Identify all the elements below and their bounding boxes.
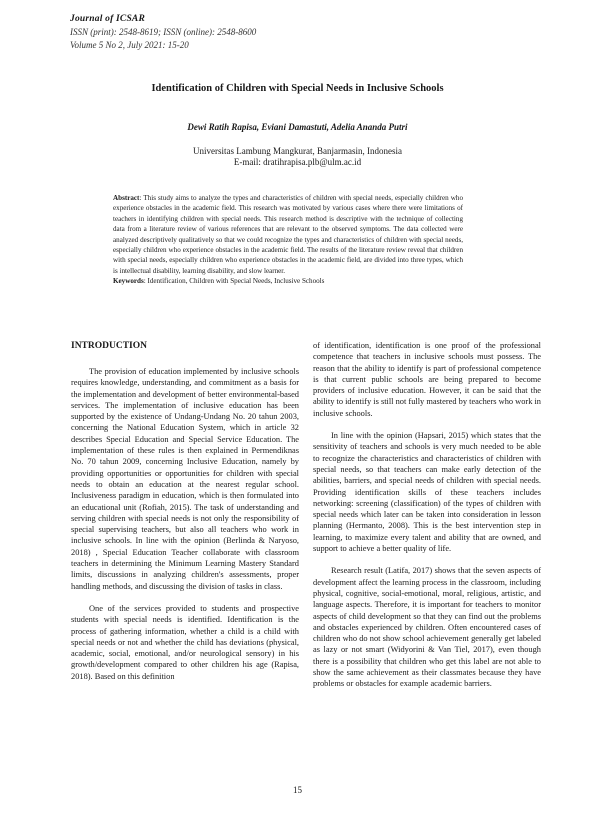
body-paragraph: The provision of education implemented by inclusive schools requires knowledge, understanding, and commitment as a basis for the implementation and development of better environmental-based services. The implementation of inclusive education has been supported by the existence of Undang-Undang No. 20 tahun 2003, concerning the National Education System, which in article 32 describes Special Education and Special Service Education. The implementation of these rules is then explained in Permendiknas No. 70 tahun 2009, concerning Inclusive Education, namely by providing opportunities or opportunities for children with special needs to obtain an education at the nearest regular school. Inclusiveness paradigm in education, which is then formulated into an educational unit (Rofiah, 2015). The task of understanding and serving children with special needs is not only the responsibility of special supervising teachers, but also all teachers who work in inclusive schools. In line with the opinion (Berlinda & Naryoso, 2018) , Special Education Teacher collaborate with classroom teachers in determining the Minimum Learning Mastery Standard limits, discussions in analyzing children's assessments, proper handling methods, and discussing the division of tasks in class. <box>71 367 299 591</box>
abstract-text: : This study aims to analyze the types and characteristics of children with special needs, especially children who experience obstacles in the academic field. This research was motivated by various cases where there were limitations of teachers in identifying children with special needs. This research method is descriptive with the technique of collecting data from a literature review of various references that are relevant to the observed symptoms. The data collected were analyzed descriptively qualitatively so that we could recognize the types and characteristics of children with special needs, especially children who experience obstacles in the academic field. The results of the literature review reveal that children with special needs, especially children who experience obstacles in the academic field, are divided into three types, which is intellectual disability, learning disability, and slow learner. <box>113 194 463 275</box>
abstract-label: Abstract <box>113 194 140 202</box>
section-heading: INTRODUCTION <box>71 341 148 351</box>
journal-volume: Volume 5 No 2, July 2021: 15-20 <box>70 40 189 50</box>
right-column <box>313 340 541 690</box>
body-paragraph: Research result (Latifa, 2017) shows that the seven aspects of development affect the learning process in the classroom, including physical, cognitive, social-emotional, moral, religious, artistic, and language aspects. Therefore, it is important for teachers to monitor aspects of child development so that they can find out the problems and obstacles experienced by children. Often encountered cases of children who do not show school achievement generally get labeled as lazy or not smart (Widyorini & Van Tiel, 2017), even though there is a possibility that children who get this label are not able to show the same achievement as their classmates because they have problems or obstacles for example academic barriers. <box>313 566 541 689</box>
body-paragraph: One of the services provided to students and prospective students with special needs is identified. Identification is the process of gathering information, whether a child is a child with special needs or not and whether the child has deviations (physical, academic, social, emotional, and/or neurological sensory) in his growth/development compared to other children his age (Rapisa, 2018). Based on this definition <box>71 603 299 681</box>
affiliation-block <box>0 146 595 168</box>
body-paragraph: of identification, identification is one proof of the professional competence that teachers in inclusive schools must possess. The reason that the ability to identify is part of professional competence is that current public schools are being prepared to become providers of inclusive education. However, it can be said that the ability to identify is still not fully mastered by teachers who work in inclusive schools. <box>313 341 541 418</box>
affiliation: Universitas Lambung Mangkurat, Banjarmasin, Indonesia <box>193 146 402 156</box>
author-list: Dewi Ratih Rapisa, Eviani Damastuti, Adelia Ananda Putri <box>187 122 408 132</box>
author-email: E-mail: dratihrapisa.plb@ulm.ac.id <box>233 157 362 167</box>
journal-name: Journal of ICSAR <box>70 14 146 24</box>
page-number: 15 <box>293 785 302 795</box>
keywords-text: : Identification, Children with Special Needs, Inclusive Schools <box>143 277 325 286</box>
paper-title: Identification of Children with Special Needs in Inclusive Schools <box>151 83 444 94</box>
journal-header <box>70 13 256 52</box>
body-paragraph: In line with the opinion (Hapsari, 2015) which states that the sensitivity of teachers and schools is very much needed to be able to recognize the characteristics and characteristics of children with special needs, so that teachers can make early detection of the abilities, barriers, and special needs of children with special needs. Providing identification skills of these teachers includes networking: screening (classification) of the types of children with special needs which later can be taken into consideration in lesson planning (Hermanto, 2008). This is the best intervention step in learning, to maximize every talent and ability that are owned, and support to achieve a better quality of life. <box>313 431 541 554</box>
abstract-block <box>113 193 463 287</box>
left-column <box>71 340 299 682</box>
keywords-label: Keywords <box>113 277 144 286</box>
journal-issn: ISSN (print): 2548-8619; ISSN (online): 2548-8600 <box>70 27 257 37</box>
